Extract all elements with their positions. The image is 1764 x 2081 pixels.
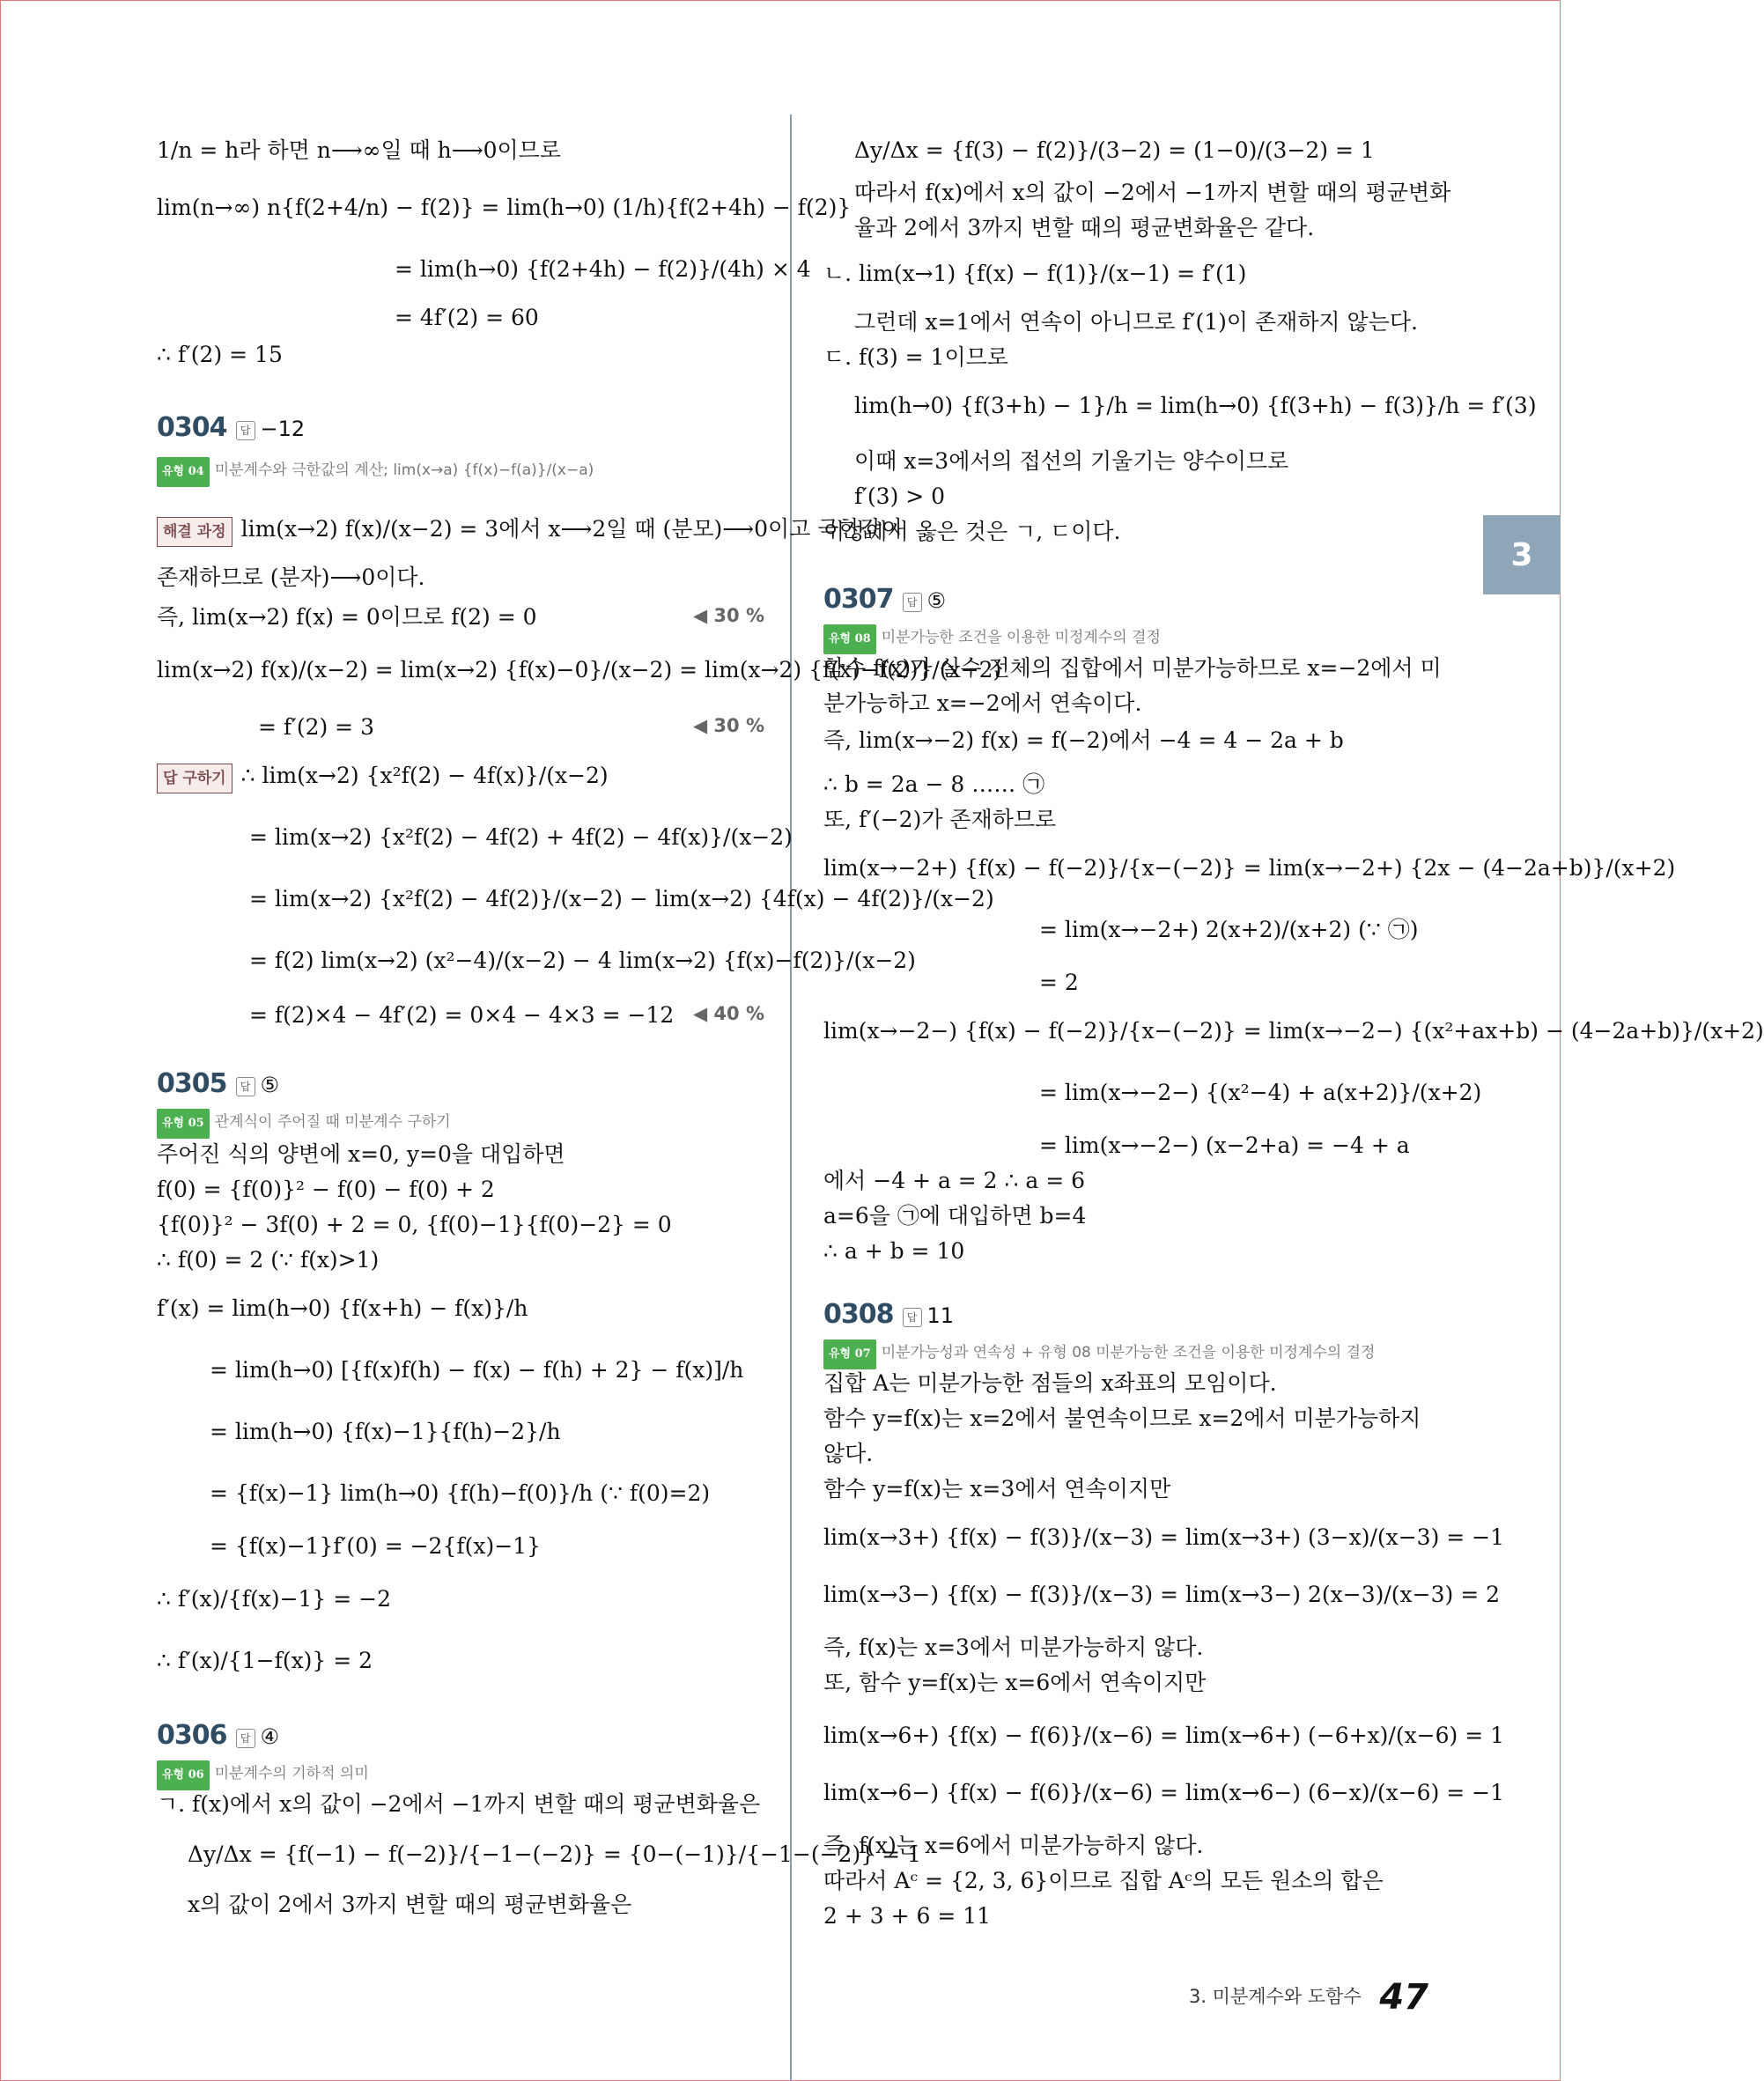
line-text: 이때 x=3에서의 접선의 기울기는 양수이므로	[854, 448, 1289, 474]
line-text: 또, f′(−2)가 존재하므로	[823, 807, 1057, 832]
solution-line	[823, 1405, 1421, 1433]
solution-line	[157, 515, 903, 547]
line-text: ∴ f′(x)/{1−f(x)} = 2	[157, 1648, 373, 1673]
line-text: 존재하므로 (분자)⟶0이다.	[157, 565, 425, 590]
line-text: = lim(x→2) {x²f(2) − 4f(2) + 4f(2) − 4f(x)}/(x−2)	[249, 824, 793, 850]
solution-line	[823, 1369, 1277, 1398]
solution-line	[823, 260, 1246, 288]
line-text: 즉, lim(x→−2) f(x) = f(−2)에서 −4 = 4 − 2a + b	[823, 727, 1344, 753]
solution-line	[823, 518, 1120, 546]
problem-number: 0308	[823, 1299, 894, 1330]
line-text: lim(x→3−) {f(x) − f(3)}/(x−3) = lim(x→3−) 2(x−3)/(x−3) = 2	[823, 1582, 1500, 1607]
line-text: ㄴ. lim(x→1) {f(x) − f(1)}/(x−1) = f′(1)	[823, 261, 1247, 286]
line-text: 1/n = h라 하면 n⟶∞일 때 h⟶0이므로	[157, 137, 561, 163]
solution-line	[823, 1722, 1504, 1750]
solution-line	[854, 214, 1314, 242]
problem-header	[157, 414, 305, 443]
solution-line	[823, 806, 1056, 834]
solution-line	[823, 1475, 1170, 1503]
solution-line	[210, 1356, 743, 1384]
solution-line	[157, 341, 283, 369]
problem-header	[823, 1301, 954, 1330]
solution-line	[157, 194, 851, 222]
line-text: 에서 −4 + a = 2 ∴ a = 6	[823, 1168, 1086, 1193]
line-text: lim(x→6−) {f(x) − f(6)}/(x−6) = lim(x→6−) (6−x)/(x−6) = −1	[823, 1780, 1505, 1805]
answer-value: −12	[260, 417, 306, 441]
solution-line	[823, 1524, 1504, 1552]
line-text: = lim(h→0) {f(2+4h) − f(2)}/(4h) × 4	[395, 256, 811, 282]
line-text: 집합 A는 미분가능한 점들의 x좌표의 모임이다.	[823, 1370, 1277, 1396]
answer-value: ⑤	[260, 1073, 280, 1097]
line-text: 함수 y=f(x)는 x=3에서 연속이지만	[823, 1476, 1171, 1502]
line-text: a=6을 ㉠에 대입하면 b=4	[823, 1203, 1087, 1229]
solution-line	[210, 1532, 541, 1561]
page-footer	[1189, 1977, 1428, 2018]
solution-line	[823, 771, 1044, 799]
line-text: = {f(x)−1} lim(h→0) {f(h)−f(0)}/h (∵ f(0)=2)	[210, 1480, 711, 1506]
solution-line	[854, 308, 1418, 336]
solution-line	[823, 1634, 1203, 1662]
type-badge: 유형 06	[157, 1760, 210, 1790]
line-text: = f′(2) = 3	[258, 714, 374, 740]
solution-line	[249, 885, 994, 913]
line-text: 함수 y=f(x)는 x=2에서 불연속이므로 x=2에서 미분가능하지	[823, 1406, 1421, 1431]
line-text: = f(2) lim(x→2) (x²−4)/(x−2) − 4 lim(x→2) {f(x)−f(2)}/(x−2)	[249, 948, 916, 973]
line-text: = 2	[1039, 970, 1079, 995]
problem-type	[157, 1105, 451, 1139]
line-text: f′(x) = lim(h→0) {f(x+h) − f(x)}/h	[157, 1295, 528, 1321]
solution-line	[395, 304, 539, 332]
solution-line	[157, 1790, 760, 1819]
type-label: 미분계수의 기하적 의미	[214, 1765, 369, 1782]
line-text: = lim(x→−2−) (x−2+a) = −4 + a	[1039, 1133, 1410, 1158]
line-text: lim(n→∞) n{f(2+4/n) − f(2)} = lim(h→0) (1/h){f(2+4h) − f(2)}	[157, 195, 852, 220]
answer-badge: 답	[903, 593, 922, 612]
line-text: = 4f′(2) = 60	[395, 305, 539, 330]
type-label: 관계식이 주어질 때 미분계수 구하기	[214, 1113, 451, 1131]
solution-line	[157, 1211, 672, 1239]
line-text: {f(0)}² − 3f(0) + 2 = 0, {f(0)−1}{f(0)−2} = 0	[157, 1212, 672, 1237]
problem-header	[157, 1722, 279, 1751]
solution-line	[823, 727, 1344, 755]
solution-line	[157, 603, 537, 631]
solution-line	[157, 1585, 391, 1613]
line-text: lim(x→−2−) {f(x) − f(−2)}/{x−(−2)} = lim(x→−2−) {(x²+ax+b) − (4−2a+b)}/(x+2)	[823, 1018, 1764, 1044]
solution-line	[1039, 1079, 1481, 1107]
solution-line	[823, 854, 1675, 882]
solution-line	[249, 1001, 674, 1029]
solution-line	[1039, 969, 1079, 997]
line-text: lim(x→2) f(x)/(x−2) = 3에서 x⟶2일 때 (분모)⟶0이고 극한값이	[240, 516, 903, 542]
line-text: lim(x→2) f(x)/(x−2) = lim(x→2) {f(x)−0}/(x−2) = lim(x→2) {f(x)−f(2)}/(x−2)	[157, 657, 1002, 683]
line-text: = f(2)×4 − 4f′(2) = 0×4 − 4×3 = −12	[249, 1002, 675, 1028]
answer-badge: 답	[236, 421, 255, 440]
line-text: ㄷ. f(3) = 1이므로	[823, 344, 1008, 370]
line-text: ∴ b = 2a − 8 …… ㉠	[823, 771, 1045, 797]
problem-number: 0304	[157, 412, 227, 443]
solution-line	[157, 1295, 528, 1323]
line-text: lim(h→0) {f(3+h) − 1}/h = lim(h→0) {f(3+h) − f(3)}/h = f′(3)	[854, 393, 1537, 418]
answer-badge: 답	[903, 1308, 922, 1327]
solution-line	[823, 1867, 1384, 1895]
type-label: 미분계수와 극한값의 계산; lim(x→a) {f(x)−f(a)}/(x−a)	[214, 461, 594, 479]
solution-line	[854, 179, 1450, 207]
score-percent: ◀ 30 %	[692, 605, 764, 626]
solution-line	[854, 483, 945, 511]
answer-badge: 답	[236, 1729, 255, 1748]
problem-header	[823, 586, 946, 615]
type-badge: 유형 08	[823, 624, 876, 654]
line-text: 즉, f(x)는 x=6에서 미분가능하지 않다.	[823, 1833, 1204, 1858]
score-percent: ◀ 40 %	[692, 1003, 764, 1024]
line-text: 함수 f(x)가 실수 전체의 집합에서 미분가능하므로 x=−2에서 미	[823, 655, 1442, 681]
solution-line	[823, 1669, 1206, 1697]
line-text: 이상에서 옳은 것은 ㄱ, ㄷ이다.	[823, 519, 1121, 544]
line-text: = lim(h→0) [{f(x)f(h) − f(x) − f(h) + 2} − f(x)]/h	[210, 1357, 744, 1383]
solution-line	[157, 1647, 373, 1675]
line-text: 율과 2에서 3까지 변할 때의 평균변화율은 같다.	[854, 215, 1315, 240]
solution-line	[854, 447, 1288, 476]
solution-line	[823, 343, 1008, 372]
line-text: Δy/Δx = {f(−1) − f(−2)}/{−1−(−2)} = {0−(−1)}/{−1−(−2)} = 1	[188, 1841, 921, 1867]
line-text: 분가능하고 x=−2에서 연속이다.	[823, 690, 1142, 716]
problem-number: 0306	[157, 1720, 227, 1751]
solution-line	[157, 1176, 495, 1204]
line-text: ∴ f′(2) = 15	[157, 342, 283, 367]
line-text: 2 + 3 + 6 = 11	[823, 1903, 992, 1929]
solution-line	[210, 1480, 710, 1508]
line-text: f′(3) > 0	[854, 483, 946, 509]
line-text: f(0) = {f(0)}² − f(0) − f(0) + 2	[157, 1177, 495, 1202]
line-text: lim(x→6+) {f(x) − f(6)}/(x−6) = lim(x→6+) (−6+x)/(x−6) = 1	[823, 1723, 1505, 1748]
type-label: 미분가능성과 연속성 + 유형 08 미분가능한 조건을 이용한 미정계수의 결정	[881, 1344, 1376, 1362]
line-text: 따라서 Aᶜ = {2, 3, 6}이므로 집합 Aᶜ의 모든 원소의 합은	[823, 1868, 1384, 1893]
line-text: Δy/Δx = {f(3) − f(2)}/(3−2) = (1−0)/(3−2) = 1	[854, 137, 1375, 163]
line-text: 않다.	[823, 1441, 874, 1466]
solution-line	[854, 392, 1537, 420]
solution-line	[1039, 1132, 1410, 1160]
line-text: = lim(h→0) {f(x)−1}{f(h)−2}/h	[210, 1419, 561, 1444]
answer-value: ⑤	[926, 588, 947, 613]
problem-header	[157, 1070, 279, 1099]
type-badge: 유형 05	[157, 1109, 210, 1139]
solution-line	[249, 823, 793, 852]
line-text: = lim(x→−2−) {(x²−4) + a(x+2)}/(x+2)	[1039, 1080, 1482, 1105]
line-text: lim(x→−2+) {f(x) − f(−2)}/{x−(−2)} = lim(x→−2+) {2x − (4−2a+b)}/(x+2)	[823, 855, 1676, 881]
line-text: = {f(x)−1}f′(0) = −2{f(x)−1}	[210, 1533, 541, 1559]
answer-value: 11	[926, 1303, 955, 1328]
line-text: ∴ f′(x)/{f(x)−1} = −2	[157, 1586, 392, 1612]
chapter-tab[interactable]: 3	[1483, 515, 1561, 594]
solution-line	[157, 1246, 379, 1274]
column-divider	[790, 114, 792, 2081]
line-text: lim(x→3+) {f(x) − f(3)}/(x−3) = lim(x→3+) (3−x)/(x−3) = −1	[823, 1524, 1505, 1550]
solution-line	[823, 1167, 1085, 1195]
solution-line	[823, 1902, 991, 1930]
solution-line	[823, 1202, 1086, 1230]
line-text: 또, 함수 y=f(x)는 x=6에서 연속이지만	[823, 1670, 1207, 1695]
line-text: ㄱ. f(x)에서 x의 값이 −2에서 −1까지 변할 때의 평균변화율은	[157, 1791, 761, 1817]
solution-line	[823, 1779, 1504, 1807]
solution-line	[395, 255, 811, 284]
problem-type	[823, 1336, 1375, 1369]
solution-line	[157, 137, 561, 165]
line-text: 따라서 f(x)에서 x의 값이 −2에서 −1까지 변할 때의 평균변화	[854, 180, 1451, 205]
solution-line	[188, 1891, 631, 1919]
line-text: 즉, f(x)는 x=3에서 미분가능하지 않다.	[823, 1635, 1204, 1660]
line-text: x의 값이 2에서 3까지 변할 때의 평균변화율은	[188, 1892, 632, 1917]
solution-line	[249, 947, 916, 975]
chapter-title: 3. 미분계수와 도함수	[1188, 1986, 1362, 2007]
problem-number: 0307	[823, 584, 894, 615]
line-text: ∴ lim(x→2) {x²f(2) − 4f(x)}/(x−2)	[240, 763, 609, 788]
step-label: 해결 과정	[157, 517, 232, 547]
solution-line	[823, 1832, 1203, 1860]
line-text: 즉, lim(x→2) f(x) = 0이므로 f(2) = 0	[157, 604, 537, 630]
type-label: 미분가능한 조건을 이용한 미정계수의 결정	[881, 629, 1161, 646]
line-text: 주어진 식의 양변에 x=0, y=0을 대입하면	[157, 1141, 565, 1167]
score-percent: ◀ 30 %	[692, 715, 764, 736]
type-badge: 유형 07	[823, 1339, 876, 1369]
answer-badge: 답	[236, 1077, 255, 1096]
page-number: 47	[1379, 1977, 1428, 2018]
problem-number: 0305	[157, 1068, 227, 1099]
problem-type	[157, 454, 594, 487]
solution-line	[157, 762, 609, 793]
solution-line	[210, 1418, 561, 1446]
solution-line	[823, 1237, 964, 1266]
solution-line	[823, 1017, 1764, 1045]
solution-line	[157, 1140, 565, 1169]
problem-type	[823, 621, 1161, 654]
answer-value: ④	[260, 1724, 280, 1749]
line-text: 그런데 x=1에서 연속이 아니므로 f′(1)이 존재하지 않는다.	[854, 309, 1418, 335]
solution-line	[823, 654, 1442, 683]
solution-line	[258, 713, 374, 742]
type-badge: 유형 04	[157, 457, 210, 487]
solution-line	[1039, 916, 1418, 944]
solution-line	[854, 137, 1375, 165]
solution-line	[157, 564, 425, 592]
line-text: = lim(x→−2+) 2(x+2)/(x+2) (∵ ㉠)	[1039, 917, 1419, 942]
solution-line	[823, 1581, 1500, 1609]
line-text: ∴ f(0) = 2 (∵ f(x)>1)	[157, 1247, 380, 1273]
solution-line	[188, 1841, 921, 1869]
solution-line	[823, 1440, 873, 1468]
problem-type	[157, 1757, 369, 1790]
step-label: 답 구하기	[157, 764, 232, 793]
line-text: ∴ a + b = 10	[823, 1238, 965, 1264]
solution-line	[823, 690, 1141, 718]
line-text: = lim(x→2) {x²f(2) − 4f(2)}/(x−2) − lim(x→2) {4f(x) − 4f(2)}/(x−2)	[249, 886, 994, 911]
